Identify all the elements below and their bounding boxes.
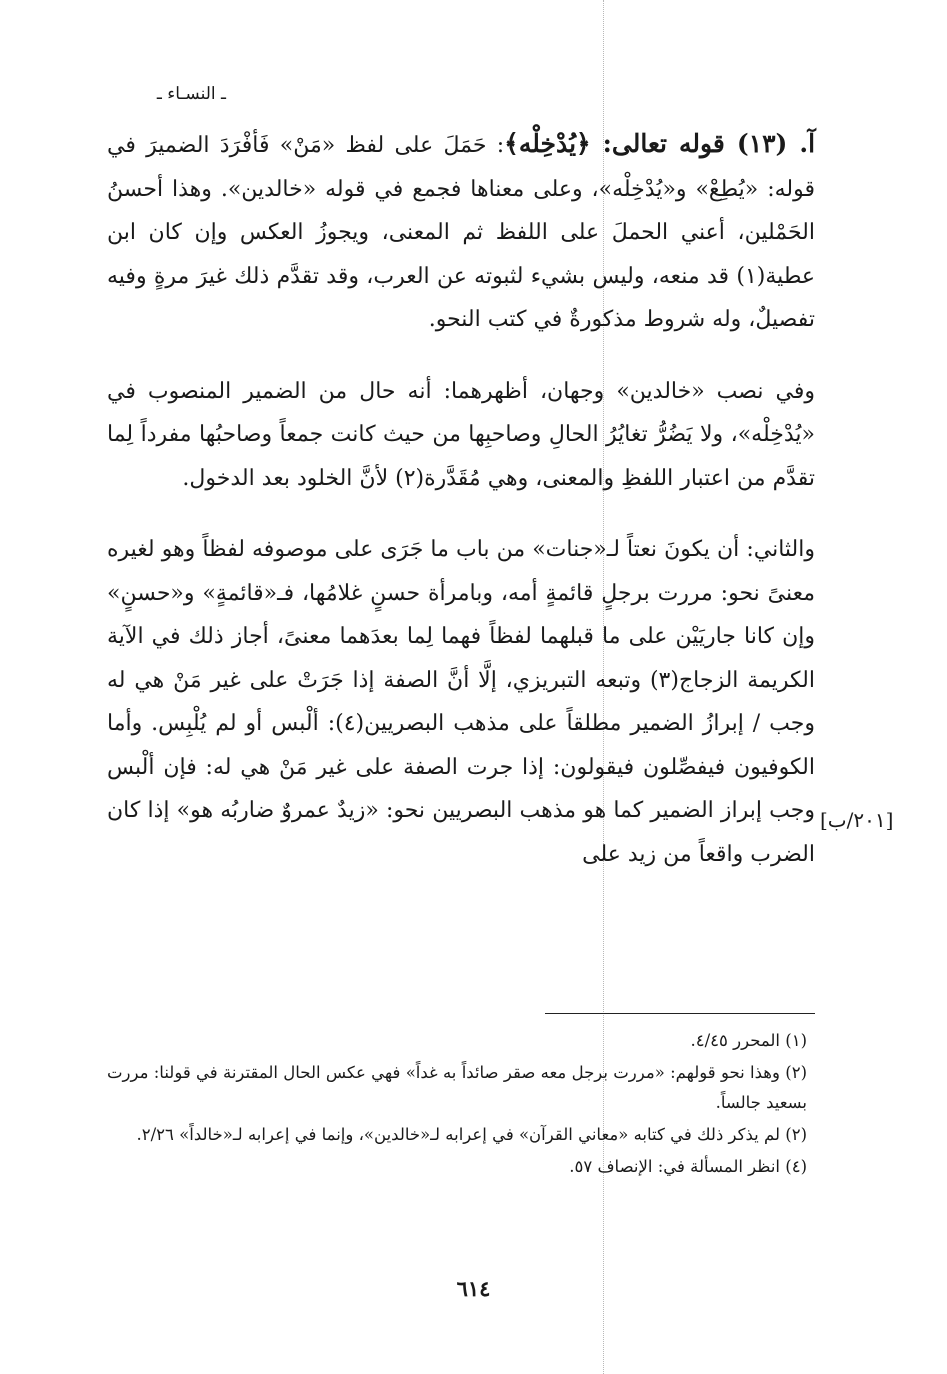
paragraph-text: : حَمَلَ على لفظ «مَنْ» فَأفْرَدَ الضميرَ في قوله: «يُطِعْ» و«يُدْخِلْه»، وعلى معناها فجمع في قوله «خالدين». وهذا أحسنُ الحَمْلين، أعني الحملَ على اللفظ ثم المعنى، ويجوزُ العكس وإن كان ابن عطية(١) قد منعه، وليس بشيء لثبوته عن العرب، وقد تقدَّم ذلك غيرَ مرةٍ وفيه تفصيلٌ، وله شروط مذكورةٌ في كتب النحو. — [107, 133, 815, 332]
footnote-3: (٢) لم يذكر ذلك في كتابه «معاني القرآن» في إعرابه لـ«خالدين»، وإنما في إعرابه لـ«خالداً» ٢/٢٦. — [136, 1125, 807, 1144]
paragraph-text: وفي نصب «خالدين» وجهان، أظهرهما: أنه حال من الضمير المنصوب في «يُدْخِلْه»، ولا يَضُرُّ تغايُرُ الحالِ وصاحبِها من حيث كانت جمعاً وصاحبُها مفرداً لِما تقدَّم من اعتبار اللفظِ والمعنى، وهي مُقَدَّرة(٢) لأنَّ الخلود بعد الدخول. — [107, 378, 815, 491]
page-number: ٦١٤ — [456, 1276, 491, 1301]
footnote-separator — [545, 1013, 815, 1014]
footnote-1: (١) المحرر ٤/٤٥. — [690, 1031, 807, 1050]
paragraph-1 — [107, 122, 815, 342]
footnote-2: (٢) وهذا نحو قولهم: «مررت برجل معه صقر صائداً به غداً» فهي عكس الحال المقترنة في قولنا: مررت بسعيد جالساً. — [107, 1063, 807, 1112]
paragraph-text: والثاني: أن يكونَ نعتاً لـ«جنات» من باب ما جَرَى على موصوفه لفظاً وهو لغيره معنىً نحو: مررت برجلٍ قائمةٍ أمه، وبامرأة حسنٍ غلامُها، فـ«قائمةٍ» و«حسنٍ» وإن كانا جاريَيْن على ما قبلهما لفظاً فهما لِما بعدَهما معنىً، أجاز ذلك في الآية الكريمة الزجاج(٣) وتبعه التبريزي، إلَّا أنَّ الصفة إذا جَرَتْ على غير مَنْ هي له وجب / إبرازُ الضمير مطلقاً على مذهب البصريين(٤): ألْبس أو لم يُلْبِس. وأما الكوفيون فيفصِّلون فيقولون: إذا جرت الصفة على غير مَنْ هي له: فإن ألْبس وجب إبراز الضمير كما هو مذهب البصريين نحو: «زيدٌ عمروٌ ضاربُه هو» إذا كان الضرب واقعاً من زيد على — [107, 537, 816, 867]
running-head: ـ النسـاء ـ — [156, 84, 226, 104]
main-text — [107, 122, 815, 876]
paragraph-3 — [107, 528, 815, 876]
manuscript-folio-marker: [٢٠١/ب] — [820, 808, 894, 832]
paragraph-2 — [107, 370, 815, 501]
verse-heading: آ. (١٣) قوله تعالى: ﴿يُدْخِلْه﴾ — [504, 129, 816, 158]
footnotes — [107, 1026, 807, 1184]
footnote-4: (٤) انظر المسألة في: الإنصاف ٥٧. — [569, 1157, 807, 1176]
